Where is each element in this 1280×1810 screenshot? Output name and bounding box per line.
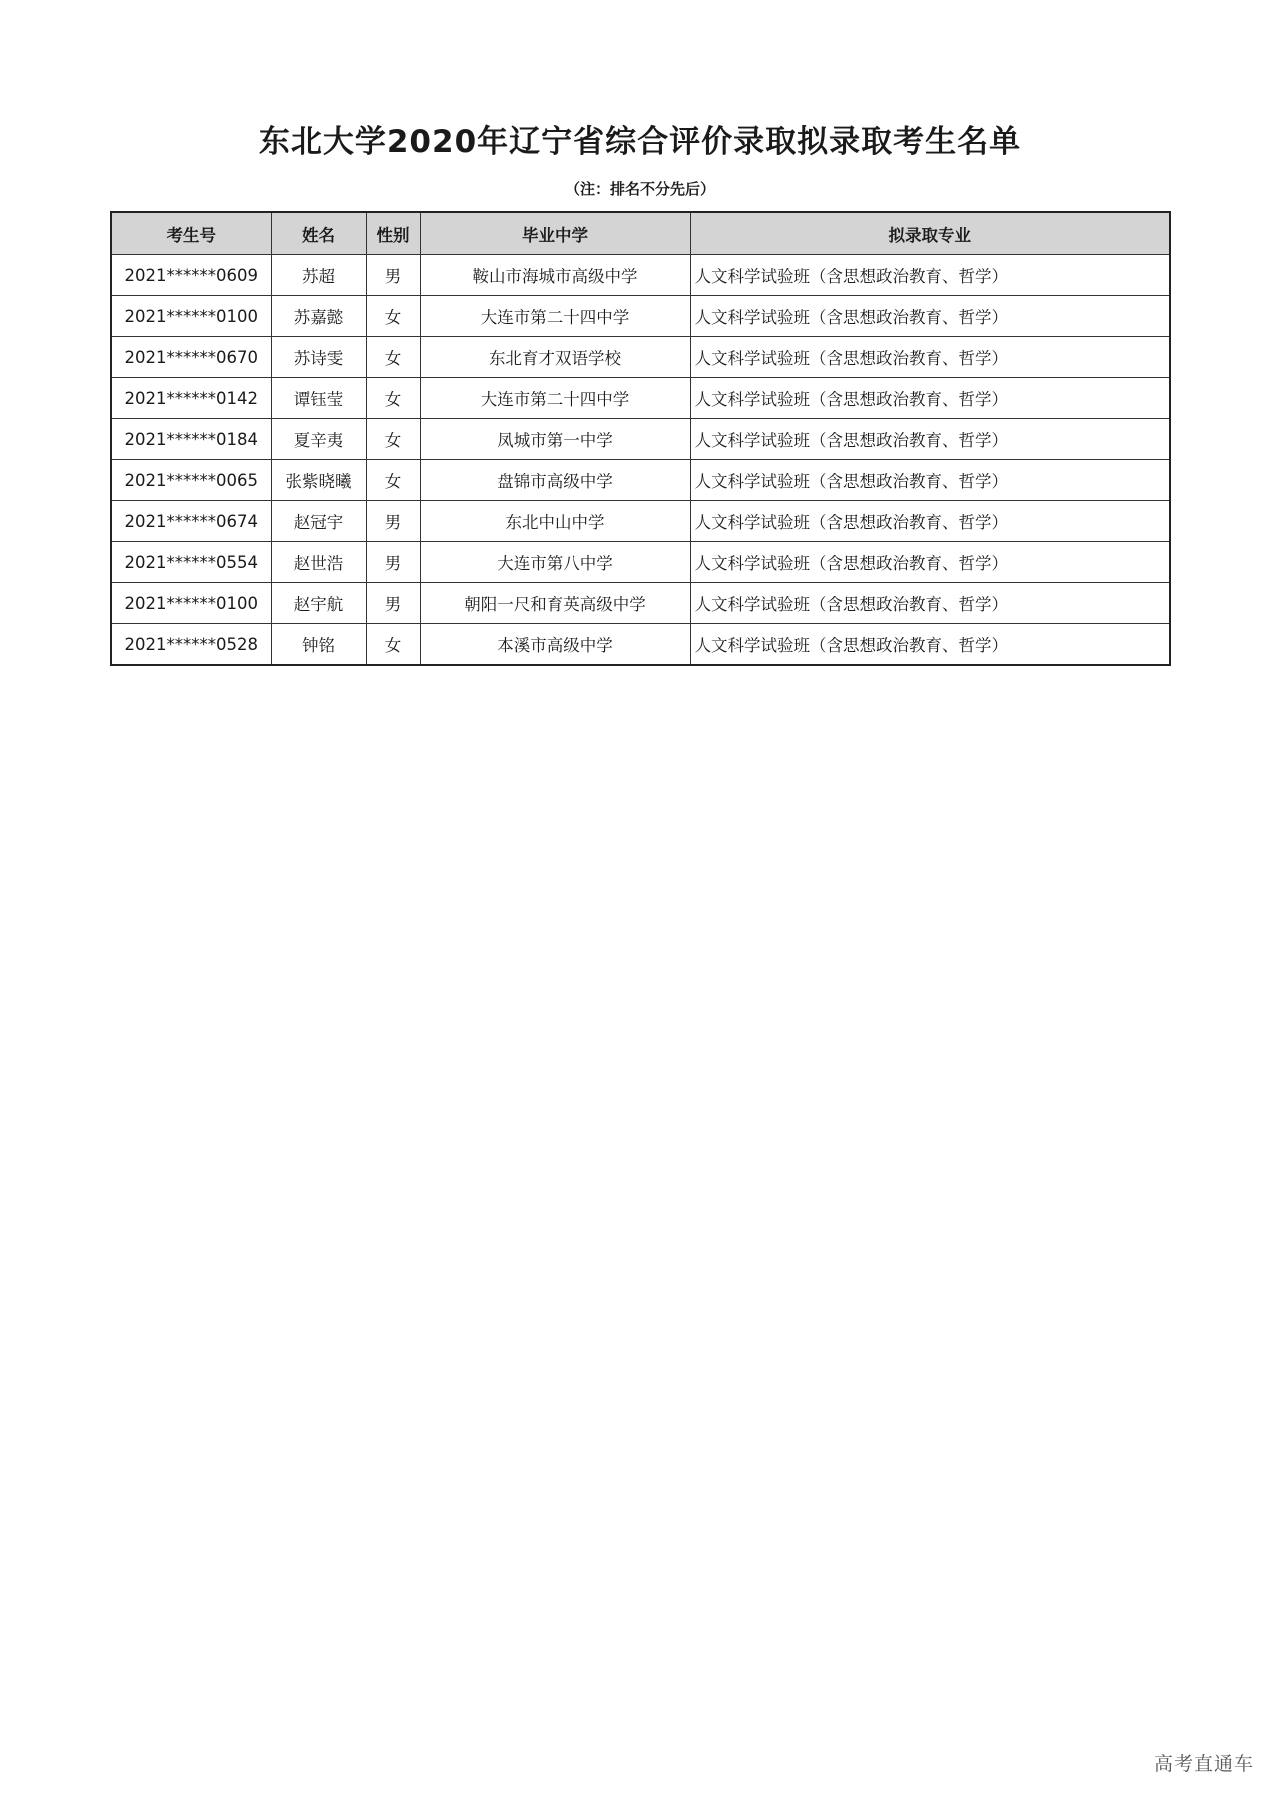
header-high-school: 毕业中学 xyxy=(420,212,690,255)
cell-major: 人文科学试验班（含思想政治教育、哲学） xyxy=(690,337,1170,378)
cell-name: 钟铭 xyxy=(271,624,366,666)
cell-major: 人文科学试验班（含思想政治教育、哲学） xyxy=(690,501,1170,542)
cell-high-school: 凤城市第一中学 xyxy=(420,419,690,460)
cell-high-school: 大连市第二十四中学 xyxy=(420,378,690,419)
table-row xyxy=(111,337,1170,378)
cell-exam-number: 2021******0100 xyxy=(111,296,271,337)
cell-gender: 女 xyxy=(366,296,420,337)
header-major: 拟录取专业 xyxy=(690,212,1170,255)
cell-name: 张紫晓曦 xyxy=(271,460,366,501)
cell-gender: 女 xyxy=(366,419,420,460)
cell-major: 人文科学试验班（含思想政治教育、哲学） xyxy=(690,378,1170,419)
cell-exam-number: 2021******0670 xyxy=(111,337,271,378)
cell-major: 人文科学试验班（含思想政治教育、哲学） xyxy=(690,419,1170,460)
cell-gender: 男 xyxy=(366,583,420,624)
cell-name: 赵冠宇 xyxy=(271,501,366,542)
cell-major: 人文科学试验班（含思想政治教育、哲学） xyxy=(690,460,1170,501)
cell-major: 人文科学试验班（含思想政治教育、哲学） xyxy=(690,583,1170,624)
table-header-row xyxy=(111,212,1170,255)
cell-name: 苏嘉懿 xyxy=(271,296,366,337)
cell-name: 苏超 xyxy=(271,255,366,296)
cell-high-school: 盘锦市高级中学 xyxy=(420,460,690,501)
table-row xyxy=(111,624,1170,666)
table-row xyxy=(111,583,1170,624)
cell-gender: 男 xyxy=(366,542,420,583)
admission-table xyxy=(110,211,1171,666)
header-gender: 性别 xyxy=(366,212,420,255)
cell-high-school: 鞍山市海城市高级中学 xyxy=(420,255,690,296)
cell-high-school: 东北育才双语学校 xyxy=(420,337,690,378)
header-exam-number: 考生号 xyxy=(111,212,271,255)
cell-exam-number: 2021******0674 xyxy=(111,501,271,542)
cell-exam-number: 2021******0100 xyxy=(111,583,271,624)
cell-name: 赵世浩 xyxy=(271,542,366,583)
cell-name: 夏辛夷 xyxy=(271,419,366,460)
cell-name: 赵宇航 xyxy=(271,583,366,624)
cell-name: 苏诗雯 xyxy=(271,337,366,378)
cell-high-school: 本溪市高级中学 xyxy=(420,624,690,666)
cell-high-school: 朝阳一尺和育英高级中学 xyxy=(420,583,690,624)
cell-major: 人文科学试验班（含思想政治教育、哲学） xyxy=(690,255,1170,296)
cell-gender: 女 xyxy=(366,337,420,378)
table-row xyxy=(111,255,1170,296)
cell-major: 人文科学试验班（含思想政治教育、哲学） xyxy=(690,296,1170,337)
cell-major: 人文科学试验班（含思想政治教育、哲学） xyxy=(690,624,1170,666)
cell-exam-number: 2021******0142 xyxy=(111,378,271,419)
cell-exam-number: 2021******0554 xyxy=(111,542,271,583)
cell-gender: 男 xyxy=(366,501,420,542)
cell-gender: 男 xyxy=(366,255,420,296)
cell-exam-number: 2021******0184 xyxy=(111,419,271,460)
cell-exam-number: 2021******0609 xyxy=(111,255,271,296)
cell-exam-number: 2021******0528 xyxy=(111,624,271,666)
table-row xyxy=(111,378,1170,419)
cell-exam-number: 2021******0065 xyxy=(111,460,271,501)
cell-high-school: 大连市第八中学 xyxy=(420,542,690,583)
table-row xyxy=(111,501,1170,542)
cell-gender: 女 xyxy=(366,378,420,419)
cell-name: 谭钰莹 xyxy=(271,378,366,419)
cell-gender: 女 xyxy=(366,460,420,501)
table-row xyxy=(111,296,1170,337)
cell-major: 人文科学试验班（含思想政治教育、哲学） xyxy=(690,542,1170,583)
table-body xyxy=(111,255,1170,666)
watermark: 高考直通车 xyxy=(1153,1753,1254,1775)
table-row xyxy=(111,460,1170,501)
header-name: 姓名 xyxy=(271,212,366,255)
cell-high-school: 东北中山中学 xyxy=(420,501,690,542)
table-row xyxy=(111,419,1170,460)
cell-high-school: 大连市第二十四中学 xyxy=(420,296,690,337)
ranking-note: （注：排名不分先后） xyxy=(564,180,715,198)
table-row xyxy=(111,542,1170,583)
page-title: 东北大学2020年辽宁省综合评价录取拟录取考生名单 xyxy=(258,124,1022,160)
cell-gender: 女 xyxy=(366,624,420,666)
